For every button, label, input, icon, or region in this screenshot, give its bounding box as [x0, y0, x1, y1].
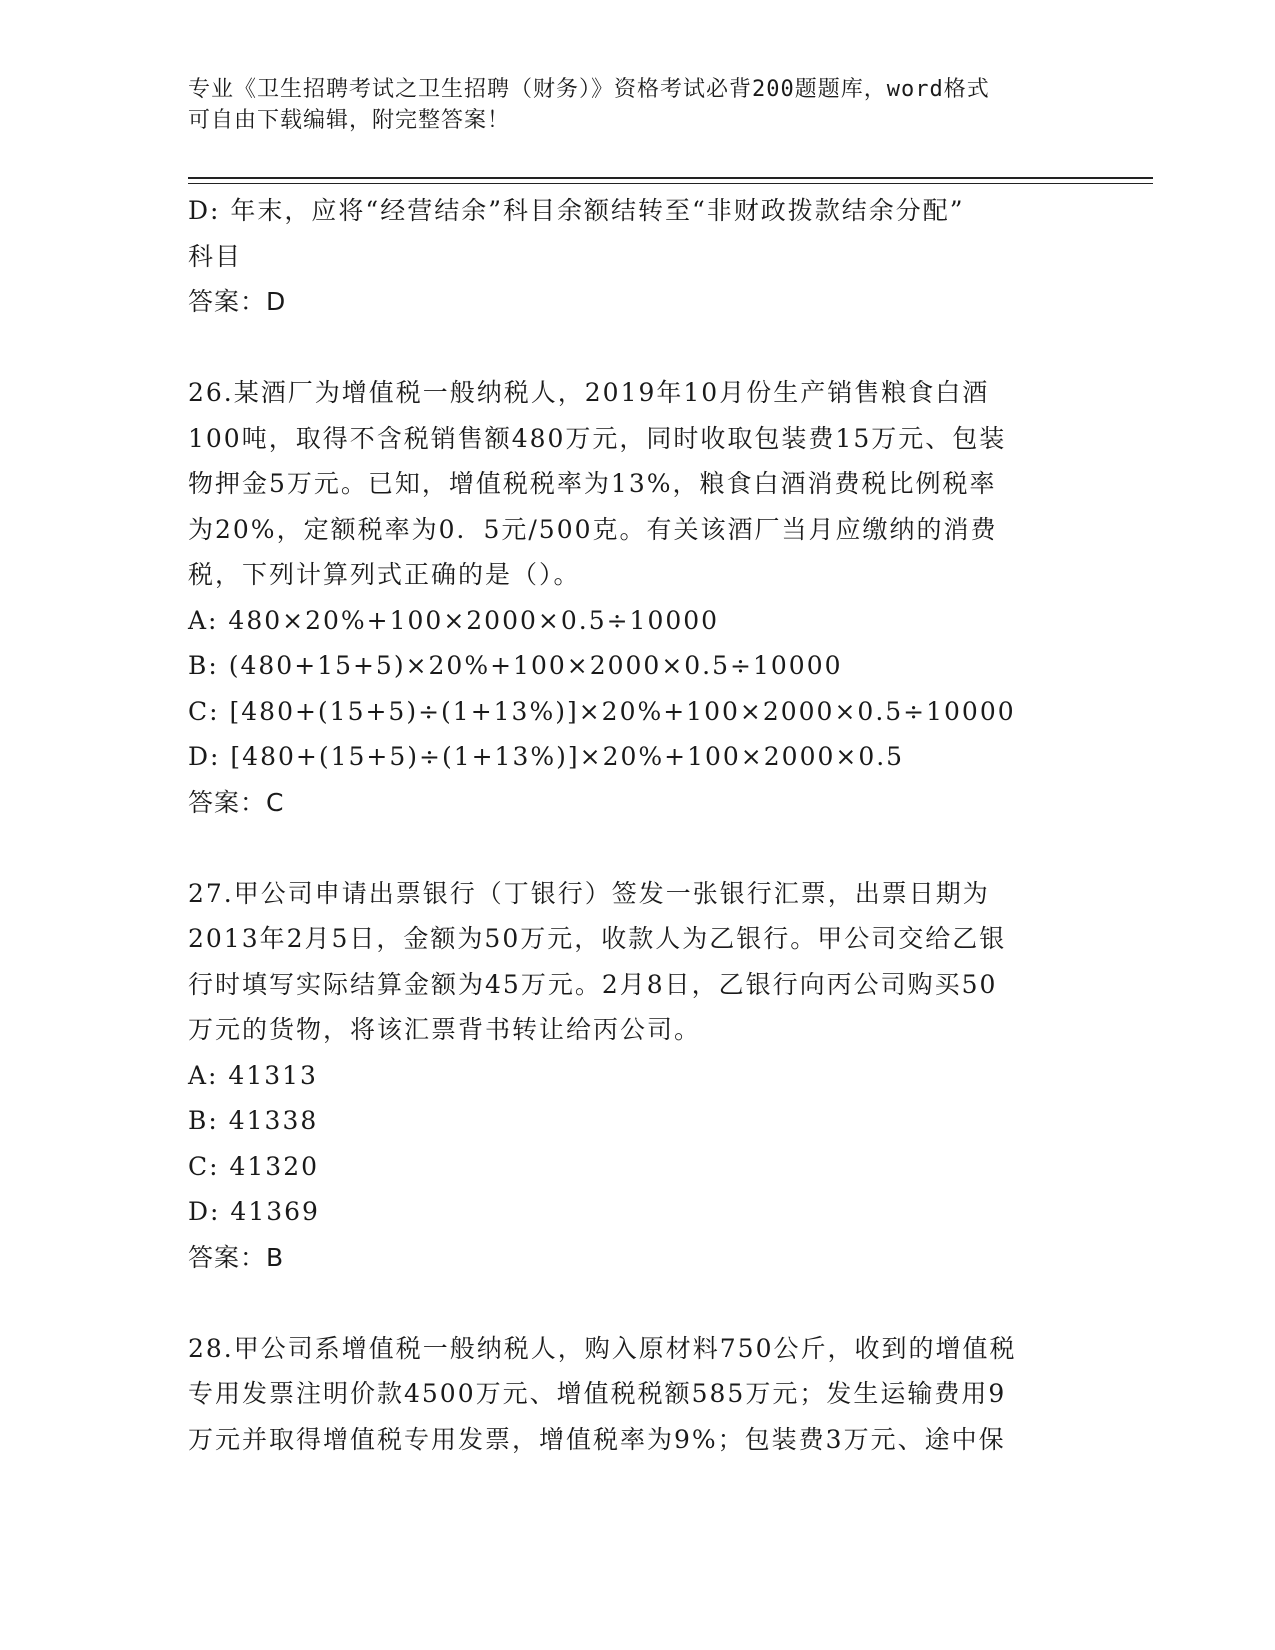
answer-label: 答案：D [188, 287, 287, 316]
question-text-line: 2013年2月5日，金额为50万元，收款人为乙银行。甲公司交给乙银 [188, 924, 1007, 953]
option-b: B: (480+15+5)×20%+100×2000×0.5÷10000 [188, 651, 843, 680]
option-d: D: 41369 [188, 1197, 320, 1226]
question-text-line: 专用发票注明价款4500万元、增值税税额585万元；发生运输费用9 [188, 1379, 1007, 1408]
option-a: A: 41313 [188, 1060, 318, 1090]
header-divider-thin [188, 183, 1153, 184]
question-text-line: 27.甲公司申请出票银行（丁银行）签发一张银行汇票，出票日期为 [188, 878, 990, 908]
option-d: D: 年末，应将“经营结余”科目余额结转至“非财政拨款结余分配” [188, 196, 965, 225]
question-25-tail [188, 188, 1088, 325]
question-27 [188, 871, 1088, 1281]
option-b: B: 41338 [188, 1106, 319, 1135]
question-text-line: 26.某酒厂为增值税一般纳税人，2019年10月份生产销售粮食白酒 [188, 378, 990, 407]
question-text-line: 100吨，取得不含税销售额480万元，同时收取包装费15万元、包装 [188, 423, 1007, 453]
header-divider-thick [188, 177, 1153, 179]
option-c: C: [480+(15+5)÷(1+13%)]×20%+100×2000×0.5÷10000 [188, 696, 1016, 726]
question-text-line: 物押金5万元。已知，增值税税率为13%，粮食白酒消费税比例税率 [188, 469, 997, 498]
question-28 [188, 1326, 1088, 1463]
spacer [188, 825, 1088, 871]
question-text-line: 税，下列计算列式正确的是（）。 [188, 560, 581, 589]
question-text-line: 行时填写实际结算金额为45万元。2月8日，乙银行向丙公司购买50 [188, 969, 998, 999]
option-d: D: [480+(15+5)÷(1+13%)]×20%+100×2000×0.5 [188, 742, 905, 771]
question-text-line: 28.甲公司系增值税一般纳税人，购入原材料750公斤，收到的增值税 [188, 1333, 1017, 1363]
question-text-line: 万元的货物，将该汇票背书转让给丙公司。 [188, 1015, 702, 1044]
spacer [188, 325, 1088, 371]
spacer [188, 1280, 1088, 1326]
option-c: C: 41320 [188, 1151, 320, 1181]
answer-label: 答案：B [188, 1242, 285, 1272]
option-d-continued: 科目 [188, 241, 243, 271]
header-title-line-1: 专业《卫生招聘考试之卫生招聘（财务）》资格考试必背200题题库，word格式 [188, 77, 990, 102]
option-a: A: 480×20%+100×2000×0.5÷10000 [188, 605, 720, 635]
document-body [188, 188, 1088, 1462]
question-text-line: 为20%，定额税率为0．5元/500克。有关该酒厂当月应缴纳的消费 [188, 514, 998, 544]
answer-label: 答案：C [188, 787, 285, 817]
header-title-line-2: 可自由下载编辑，附完整答案！ [188, 108, 511, 133]
document-header [188, 74, 1088, 136]
question-26 [188, 370, 1088, 825]
question-text-line: 万元并取得增值税专用发票，增值税率为9%；包装费3万元、途中保 [188, 1424, 1006, 1454]
